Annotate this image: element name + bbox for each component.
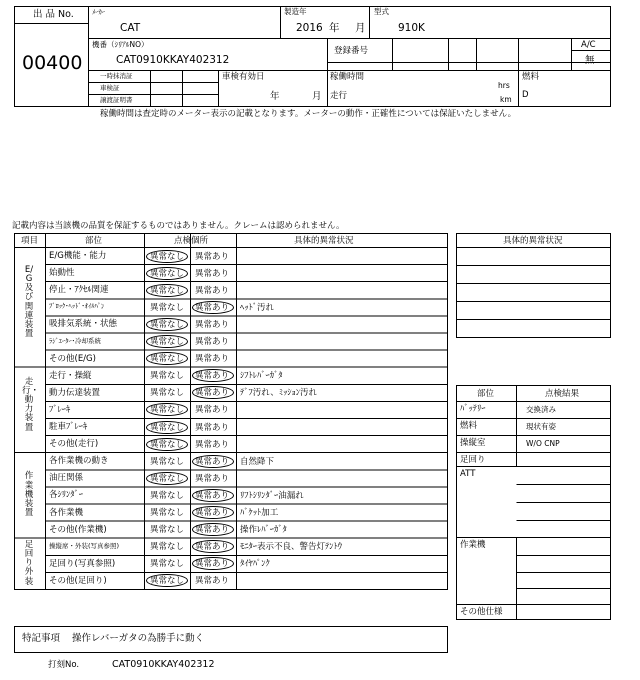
- remarks-label: 特記事項: [22, 633, 61, 644]
- right-detail-header: 具体的異常状況: [503, 236, 563, 246]
- year-unit: 年: [329, 22, 340, 34]
- part-label: 各作業機の動き: [49, 456, 109, 467]
- choice-ok: 異常なし: [150, 302, 185, 313]
- ac-label: A/C: [581, 40, 596, 50]
- part-label: その他(足回り): [49, 575, 107, 586]
- selection-circle: [146, 352, 188, 365]
- result-value: 交換済み: [526, 405, 556, 414]
- detail-text: 自然降下: [240, 456, 275, 467]
- part-label: 各ｼﾘﾝﾀﾞｰ: [49, 490, 84, 501]
- result-part: 燃料: [460, 421, 478, 431]
- choice-ok: 異常なし: [150, 439, 185, 450]
- lot-number: 00400: [22, 52, 83, 74]
- result-part: ﾊﾞｯﾃﾘｰ: [460, 404, 486, 414]
- choice-ok: 異常なし: [150, 542, 185, 553]
- choice-ok: 異常なし: [150, 268, 185, 279]
- choice-ng: 異常あり: [195, 439, 230, 450]
- part-label: 各作業機: [49, 507, 84, 518]
- choice-ok: 異常なし: [150, 405, 185, 416]
- choice-ng: 異常あり: [195, 285, 230, 296]
- group-label: E/G及び関連装置: [24, 264, 34, 340]
- part-label: 停止・ｱｸｾﾙ関連: [49, 285, 109, 296]
- serial-value: CAT0910KKAY402312: [116, 54, 230, 66]
- transfer-cert-label: 譲渡証明書: [100, 96, 133, 104]
- selection-circle: [192, 455, 234, 468]
- result-part: その他仕様: [460, 607, 503, 617]
- result-value: W/O CNP: [526, 439, 560, 448]
- year-value: 2016: [296, 22, 323, 34]
- fuel-value: D: [522, 90, 529, 100]
- maker-value: CAT: [120, 22, 141, 34]
- choice-ok: 異常なし: [150, 388, 185, 399]
- choice-ng: 異常あり: [195, 525, 230, 536]
- selection-circle: [146, 335, 188, 348]
- choice-ng: 異常あり: [195, 490, 230, 501]
- selection-circle: [146, 250, 188, 263]
- detail-text: ﾓﾆﾀｰ表示不良、警告灯ﾃﾝﾄｳ: [240, 542, 343, 553]
- part-label: 始動性: [49, 268, 75, 279]
- part-label: その他(走行): [49, 439, 99, 450]
- result-part: ATT: [460, 469, 476, 479]
- fuel-label: 燃料: [522, 72, 540, 82]
- choice-ng: 異常あり: [195, 422, 230, 433]
- choice-ok: 異常なし: [150, 337, 185, 347]
- choice-ng: 異常あり: [195, 405, 230, 416]
- part-label: 走行・操縦: [49, 370, 92, 381]
- detail-text: ｼﾌﾄﾚﾊﾞｰｶﾞﾀ: [240, 371, 283, 382]
- header-detail: 具体的異常状況: [294, 236, 354, 246]
- choice-ng: 異常あり: [195, 268, 230, 279]
- disclaimer: 記載内容は当該機の品質を保証するものではありません。クレームは認められません。: [12, 221, 345, 231]
- right-result-header: 点検結果: [545, 389, 580, 399]
- header-part: 部位: [85, 236, 103, 246]
- choice-ng: 異常あり: [195, 319, 230, 330]
- choice-ok: 異常なし: [150, 508, 185, 518]
- choice-ok: 異常なし: [150, 559, 185, 570]
- choice-ok: 異常なし: [150, 576, 185, 587]
- hours-label: 稼働時間: [330, 72, 365, 82]
- temp-cancel-label: 一時抹消証: [100, 72, 133, 80]
- part-label: 操縦席・外装(写真参照): [49, 541, 120, 550]
- group-label: 足回り外装: [24, 539, 34, 587]
- header-location: 点検個所: [174, 236, 209, 246]
- part-label: ﾌﾞﾛｯｸ･ﾍｯﾄﾞ･ｵｲﾙﾊﾟﾝ: [49, 302, 105, 311]
- result-part: 操縦室: [460, 438, 486, 448]
- choice-ok: 異常なし: [150, 473, 185, 484]
- selection-circle: [146, 318, 188, 331]
- travel-label: 走行: [330, 91, 348, 101]
- choice-ok: 異常なし: [150, 456, 185, 467]
- part-label: E/G機能・能力: [49, 251, 107, 261]
- remarks-text: 操作レバーガタの為勝手に動く: [72, 633, 205, 644]
- detail-text: ﾍｯﾄﾞ汚れ: [240, 302, 275, 313]
- registration-label: 登録番号: [334, 46, 369, 56]
- model-label: 型式: [374, 7, 389, 16]
- choice-ok: 異常なし: [150, 525, 185, 536]
- choice-ng: 異常あり: [195, 456, 230, 467]
- choice-ng: 異常あり: [195, 251, 230, 262]
- choice-ng: 異常あり: [195, 542, 230, 553]
- choice-ok: 異常なし: [150, 354, 185, 365]
- detail-text: ﾃﾞﾌ汚れ、ﾐｯｼｮﾝ汚れ: [240, 388, 318, 399]
- choice-ng: 異常あり: [195, 302, 230, 313]
- hrs-unit: hrs: [498, 81, 510, 90]
- choice-ng: 異常あり: [195, 473, 230, 484]
- selection-circle: [146, 267, 188, 280]
- inspection-expiry-label: 車検有効日: [222, 72, 265, 82]
- detail-text: 操作ﾚﾊﾞｰｶﾞﾀ: [240, 525, 287, 536]
- choice-ok: 異常なし: [150, 285, 185, 296]
- choice-ng: 異常あり: [195, 576, 230, 587]
- part-label: その他(E/G): [49, 353, 96, 364]
- choice-ok: 異常なし: [150, 371, 185, 382]
- part-label: ﾗｼﾞｴｰﾀｰ･冷却系統: [49, 336, 101, 345]
- year-label: 製造年: [284, 7, 307, 16]
- choice-ng: 異常あり: [195, 371, 230, 382]
- result-part: 作業機: [460, 540, 486, 550]
- selection-circle: [192, 506, 234, 519]
- stamp-label: 打刻No.: [48, 660, 80, 670]
- serial-label: 機番（ｼﾘｱﾙNO）: [92, 40, 149, 49]
- part-label: 吸排気系統・状態: [49, 319, 118, 330]
- selection-circle: [192, 523, 234, 536]
- choice-ng: 異常あり: [195, 559, 230, 570]
- selection-circle: [146, 284, 188, 297]
- part-label: 駐車ﾌﾞﾚｰｷ: [49, 422, 88, 432]
- selection-circle: [146, 421, 188, 434]
- part-label: ﾌﾞﾚｰｷ: [49, 404, 71, 415]
- choice-ng: 異常あり: [195, 388, 230, 399]
- detail-text: ﾊﾞｹｯﾄ加工: [240, 508, 279, 518]
- maker-label: ﾒｰｶｰ: [92, 8, 105, 16]
- part-label: 動力伝達装置: [49, 387, 101, 398]
- selection-circle: [192, 301, 234, 314]
- selection-circle: [146, 472, 188, 485]
- inspection-month-unit: 月: [312, 91, 322, 102]
- lot-label: 出 品 No.: [33, 9, 74, 20]
- detail-text: ﾀｲﾔﾊﾟﾝｸ: [240, 559, 270, 570]
- part-label: 油圧関係: [49, 473, 84, 484]
- inspection-cert-label: 車検証: [100, 84, 120, 92]
- choice-ok: 異常なし: [150, 251, 185, 262]
- header-item: 項目: [21, 236, 39, 246]
- choice-ok: 異常なし: [150, 319, 185, 330]
- choice-ng: 異常あり: [195, 508, 230, 518]
- inspection-year-unit: 年: [270, 91, 280, 102]
- choice-ok: 異常なし: [150, 490, 185, 501]
- part-label: 足回り(写真参照): [49, 558, 116, 569]
- selection-circle: [192, 489, 234, 502]
- result-value: 現状有姿: [526, 422, 556, 431]
- right-part-header: 部位: [477, 389, 495, 399]
- selection-circle: [146, 438, 188, 451]
- part-label: その他(作業機): [49, 524, 107, 535]
- group-label: 作業機装置: [24, 471, 34, 519]
- group-label: 走行・動力装置: [22, 376, 40, 433]
- detail-text: ﾘﾌﾄｼﾘﾝﾀﾞｰ油漏れ: [240, 490, 304, 501]
- model-value: 910K: [398, 22, 425, 34]
- result-part: 足回り: [460, 455, 486, 465]
- hours-note: 稼働時間は査定時のメーター表示の記載となります。メーターの動作・正確性については保証いたしません。: [100, 109, 517, 119]
- stamp-number: CAT0910KKAY402312: [112, 659, 215, 670]
- month-unit: 月: [355, 22, 366, 34]
- km-unit: km: [500, 95, 512, 104]
- ac-value: 無: [585, 55, 595, 66]
- choice-ng: 異常あり: [195, 354, 230, 365]
- choice-ng: 異常あり: [195, 337, 230, 347]
- choice-ok: 異常なし: [150, 422, 185, 433]
